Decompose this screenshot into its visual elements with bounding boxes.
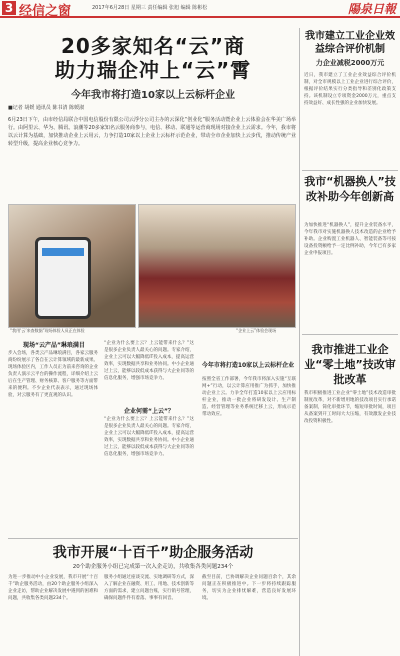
page-number: 3	[2, 1, 16, 15]
right-story1-title: 我市建立工业企业效益综合评价机制	[305, 31, 395, 55]
phone-illustration	[35, 237, 91, 319]
bottom-banner-title: 我市开展“十百千”助企服务活动	[52, 545, 254, 561]
right-divider-1	[302, 170, 398, 171]
right-story1-text: 近日，我市建立了工业企业效益综合评价机制，对全市规模以上工业企业进行综合评价，根据评价结果实行分类指导和差别化政策支持。该机制设立专项资金2000万元，重点支持效益好、成长性强的企业加快发展。	[304, 73, 396, 106]
bottom-col3: 截至目前，已协调解决企业问题百余个，其余问题正在积极推进中。下一步将持续跟踪服务，切实为企业排忧解难，营造良好发展环境。	[202, 575, 296, 601]
article-col2: “企业为什么要上云？上云能带来什么？”这是很多企业负责人最关心的问题。专家介绍，企业上云可以大幅降低IT投入成本，提高运营效率，实现数据共享和业务协同。中小企业通过上云，能够以较低成本获得与大企业同等的信息化服务，增强市场竞争力。	[104, 417, 194, 457]
right-column-divider	[299, 28, 300, 656]
subhead-col2: 企业何需“上云”？	[124, 408, 174, 415]
phone-app-bar	[42, 248, 84, 256]
subhead-col1: 现场“云产品”琳琅满目	[23, 342, 85, 349]
right-story2-title: 我市“机器换人”技改补助今年创新高	[304, 175, 396, 203]
bottom-col2: 服务小组通过座谈交流、实地调研等方式，深入了解企业在融资、用工、用地、技术创新等方面的需求，建立问题台账，实行销号管理，确保问题件件有着落、事事有回音。	[104, 575, 194, 601]
article-col2-intro: “企业为什么要上云？上云能带来什么？”这是很多企业负责人最关心的问题。专家介绍，企业上云可以大幅降低IT投入成本，提高运营效率，实现数据共享和业务协同。中小企业通过上云，能够以较低成本获得与大企业同等的信息化服务，增强市场竞争力。	[104, 341, 194, 381]
main-headline-line1: 20多家知名“云”商	[60, 34, 246, 58]
photo-conference	[138, 204, 296, 328]
subhead-col3: 今年市将打造10家以上云标杆企业	[201, 362, 295, 369]
photo1-caption: “我用‘云’来查数据”现场体验人员正在体验	[10, 328, 85, 333]
lead-paragraph: 6月23日下午，由市经信局联合中国电信股份有限公司云浮分公司主办的云深化“创业化”服务活动暨企业上云体验会在华美广场举行。由阿里云、华为、腾讯、浪潮等20多家知名云服务商参与，电信、移动、联通等运营商现场对接企业上云需求。今年，我市将以云计算为基础，加快推动企业上云用云，力争打造10家以上企业上云标杆示范企业，带动全市企业加快上云步伐，推动传统产业转型升级，提高企业核心竞争力。	[8, 117, 296, 147]
main-headline	[8, 34, 298, 82]
right-story3-text: 我市积极推进工业企业“零土地”技术改造审批制度改革，对不新增用地的技改项目实行承诺备案制，简化审批环节，缩短审批时间，项目从备案到开工时间大大压缩，有效激发企业技改投资积极性。	[304, 391, 396, 424]
photo-phone-demo	[8, 204, 136, 328]
right-divider-2	[302, 334, 398, 335]
divider-bottom-banner	[8, 538, 298, 539]
main-subheadline: 今年我市将打造10家以上云标杆企业	[71, 90, 235, 101]
bottom-col1: 为进一步推动中小企业发展，我市开展“十百千”助企服务活动，由20个助企服务小组深入企业走访，帮助企业解决发展中遇到的困难和问题，共收集各类问题234个。	[8, 575, 98, 601]
right-story2-text: 为加快推进“机器换人”，提升企业装备水平，今年我市对实施机器换人技术改造的企业给予补助。企业购置工业机器人、智能装备等可按设备投资额给予一定比例补助，今年已有多家企业申报项目。	[304, 223, 396, 256]
photo2-caption: “企业上云”体验会现场	[236, 328, 277, 333]
right-story3-title: 我市推进工业企业“零土地”技改审批改革	[304, 343, 396, 386]
article-col1: 步入会场，各类云产品琳琅满目，各家云服务商纷纷展示了各自在云计算领域的最新成果。现场体验区内，工作人员正为前来咨询的企业负责人演示云平台的操作流程，详细介绍上云后在生产管理、财务核算、客户服务等方面带来的便利。不少企业代表表示，通过现场体验，对云服务有了更直观的认识。	[8, 351, 98, 398]
issue-meta: 2017年6月28日 星期三 责任编辑 张旭 编辑 陈彬松	[92, 5, 208, 11]
main-headline-line2: 助力瑞企冲上“云”霄	[54, 58, 252, 82]
right-story1-sub: 力企业减税2000万元	[315, 59, 385, 67]
byline: ■记者 胡媛 通讯员 陈书清 陈媛淑	[8, 105, 85, 111]
article-col3: 按照全省工作部署，今年我市将深入实施“互联网+”行动，以云计算应用推广为抓手，加快推动企业上云。力争全年打造10家以上云应用标杆企业，推动一批企业将研发设计、生产制造、经营管理等业务系统迁移上云，形成示范带动效应。	[202, 377, 296, 417]
section-title: 经信之窗	[19, 4, 72, 19]
masthead: 陽泉日報	[347, 2, 396, 16]
bottom-banner-subtitle: 20个助企服务小组已完成第一次入企走访，共收集各类问题234个	[72, 564, 234, 570]
page-header	[0, 0, 400, 18]
